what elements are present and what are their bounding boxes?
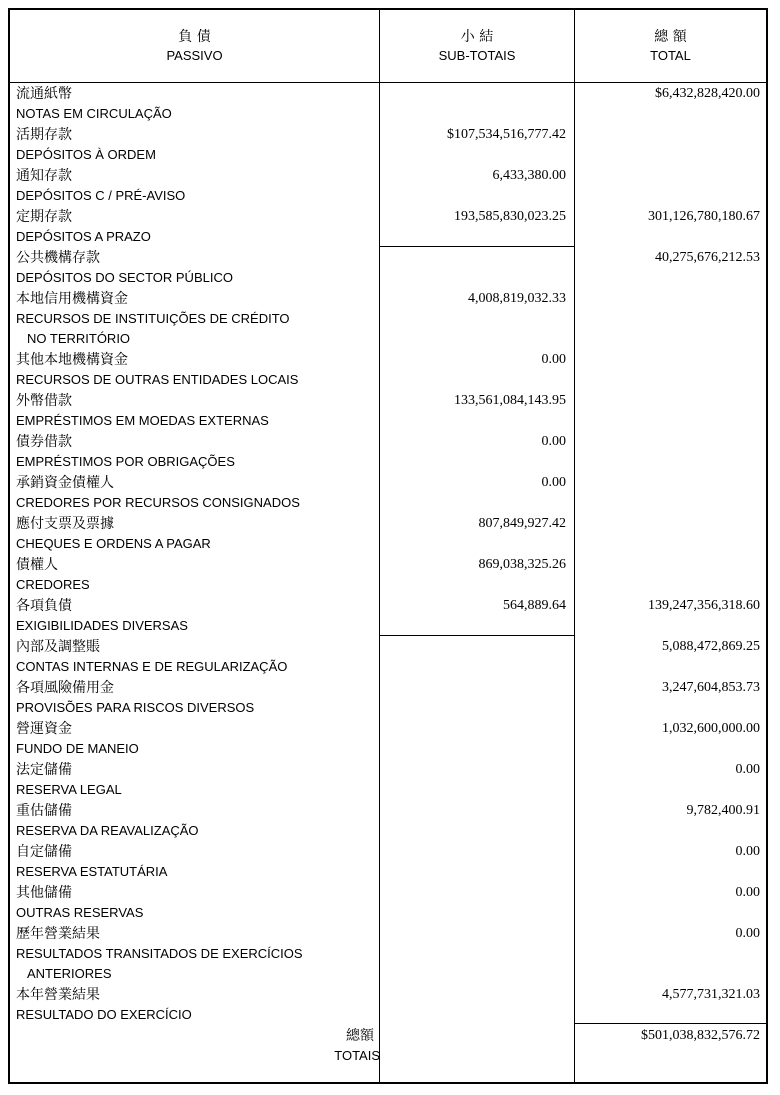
header-subtotals — [380, 10, 574, 82]
row-total: 301,126,780,180.67 — [648, 209, 760, 224]
table-row — [10, 84, 766, 125]
table-row — [10, 514, 766, 555]
totals-label-zh: 總額 — [346, 1028, 374, 1044]
table-row — [10, 166, 766, 207]
table-row — [10, 760, 766, 801]
row-label-zh: 定期存款 — [16, 209, 72, 225]
row-label-pt: EMPRÉSTIMOS POR OBRIGAÇÕES — [16, 454, 235, 469]
row-subtotal: 193,585,830,023.25 — [454, 209, 566, 224]
row-total: 5,088,472,869.25 — [662, 639, 760, 654]
row-total: 3,247,604,853.73 — [662, 680, 760, 695]
row-label-zh: 本地信用機構資金 — [16, 291, 128, 307]
row-label-zh: 活期存款 — [16, 127, 72, 143]
row-label-zh: 其他儲備 — [16, 885, 72, 901]
table-row — [10, 596, 766, 637]
row-label-zh: 法定儲備 — [16, 762, 72, 778]
table-row — [10, 985, 766, 1026]
row-label-zh: 自定儲備 — [16, 844, 72, 860]
row-label-zh: 債權人 — [16, 557, 58, 573]
row-total: 139,247,356,318.60 — [648, 598, 760, 613]
header-total — [575, 10, 766, 82]
header-total-pt: TOTAL — [650, 47, 691, 63]
row-label-pt: CREDORES — [16, 577, 90, 592]
row-total: 0.00 — [735, 885, 760, 900]
totals-label — [10, 1026, 380, 1066]
row-label-pt: DEPÓSITOS DO SECTOR PÚBLICO — [16, 270, 233, 285]
row-label-pt-continued: NO TERRITÓRIO — [27, 331, 131, 346]
row-label-zh: 應付支票及票據 — [16, 516, 114, 532]
row-label-pt: EXIGIBILIDADES DIVERSAS — [16, 618, 188, 633]
row-subtotal: 869,038,325.26 — [478, 557, 566, 572]
row-label-pt: CREDORES POR RECURSOS CONSIGNADOS — [16, 495, 300, 510]
row-subtotal: 0.00 — [541, 475, 566, 490]
row-label-zh: 通知存款 — [16, 168, 72, 184]
row-label-zh: 各項負債 — [16, 598, 72, 614]
header-separator — [10, 82, 766, 83]
row-label-pt: RESULTADO DO EXERCÍCIO — [16, 1007, 192, 1022]
row-label-pt: RESERVA LEGAL — [16, 782, 122, 797]
row-total: 0.00 — [735, 762, 760, 777]
row-label-zh: 債券借款 — [16, 434, 72, 450]
row-label-pt: FUNDO DE MANEIO — [16, 741, 139, 756]
row-label-zh: 其他本地機構資金 — [16, 352, 128, 368]
row-label-pt: NOTAS EM CIRCULAÇÃO — [16, 106, 172, 121]
table-row — [10, 473, 766, 514]
row-subtotal: 807,849,927.42 — [478, 516, 566, 531]
table-row — [10, 678, 766, 719]
row-label-zh: 內部及調整賬 — [16, 639, 100, 655]
row-label-pt: EMPRÉSTIMOS EM MOEDAS EXTERNAS — [16, 413, 269, 428]
row-subtotal: 4,008,819,032.33 — [468, 291, 566, 306]
row-subtotal: 133,561,084,143.95 — [454, 393, 566, 408]
row-subtotal: 0.00 — [541, 434, 566, 449]
table-body — [10, 84, 766, 1026]
row-label-zh: 流通紙幣 — [16, 86, 72, 102]
totals-label-pt: TOTAIS — [334, 1048, 380, 1063]
header-liabilities-zh: 負 債 — [178, 28, 211, 45]
row-label-zh: 承銷資金債權人 — [16, 475, 114, 491]
row-label-pt: RESERVA ESTATUTÁRIA — [16, 864, 168, 879]
header-liabilities-pt: PASSIVO — [166, 47, 223, 63]
row-label-pt: RESERVA DA REAVALIZAÇÃO — [16, 823, 199, 838]
table-row — [10, 125, 766, 166]
row-label-pt: PROVISÕES PARA RISCOS DIVERSOS — [16, 700, 255, 715]
header-total-zh: 總 額 — [654, 28, 687, 45]
row-label-zh: 本年營業結果 — [16, 987, 100, 1003]
row-label-pt: DEPÓSITOS C / PRÉ-AVISO — [16, 188, 186, 203]
row-label-zh: 重估儲備 — [16, 803, 72, 819]
table-row — [10, 842, 766, 883]
row-label-pt: RESULTADOS TRANSITADOS DE EXERCÍCIOS — [16, 946, 303, 961]
row-label-pt: DEPÓSITOS A PRAZO — [16, 229, 151, 244]
row-label-zh: 公共機構存款 — [16, 250, 100, 266]
row-subtotal: $107,534,516,777.42 — [447, 127, 566, 142]
table-row — [10, 432, 766, 473]
row-label-pt: DEPÓSITOS À ORDEM — [16, 147, 156, 162]
row-total: 4,577,731,321.03 — [662, 987, 760, 1002]
row-subtotal: 0.00 — [541, 352, 566, 367]
row-label-pt-continued: ANTERIORES — [27, 966, 112, 981]
table-row — [10, 289, 766, 350]
header-subtotals-zh: 小 結 — [460, 28, 494, 45]
table-row — [10, 391, 766, 432]
table-row — [10, 801, 766, 842]
row-label-zh: 外幣借款 — [16, 393, 72, 409]
row-total: 1,032,600,000.00 — [662, 721, 760, 736]
header-subtotals-pt: SUB-TOTAIS — [438, 47, 516, 63]
row-label-pt: RECURSOS DE INSTITUIÇÕES DE CRÉDITO — [16, 311, 290, 326]
table-row — [10, 248, 766, 289]
row-total: 0.00 — [735, 926, 760, 941]
row-label-zh: 營運資金 — [16, 721, 72, 737]
table-row — [10, 555, 766, 596]
row-label-zh: 各項風險備用金 — [16, 680, 114, 696]
row-label-pt: RECURSOS DE OUTRAS ENTIDADES LOCAIS — [16, 372, 299, 387]
row-subtotal: 564,889.64 — [503, 598, 566, 613]
row-label-pt: OUTRAS RESERVAS — [16, 905, 144, 920]
row-total: 40,275,676,212.53 — [655, 250, 760, 265]
header-liabilities — [10, 10, 379, 82]
table-row — [10, 924, 766, 985]
table-row — [10, 719, 766, 760]
table-row — [10, 207, 766, 248]
grand-total-value: $501,038,832,576.72 — [641, 1028, 760, 1043]
table-row — [10, 637, 766, 678]
table-row — [10, 350, 766, 391]
table-row — [10, 883, 766, 924]
row-label-pt: CONTAS INTERNAS E DE REGULARIZAÇÃO — [16, 659, 288, 674]
row-label-pt: CHEQUES E ORDENS A PAGAR — [16, 536, 211, 551]
row-total: 0.00 — [735, 844, 760, 859]
row-total: 9,782,400.91 — [686, 803, 760, 818]
row-total: $6,432,828,420.00 — [655, 86, 760, 101]
row-subtotal: 6,433,380.00 — [492, 168, 566, 183]
balance-sheet-table — [8, 8, 768, 1084]
row-label-zh: 歷年營業結果 — [16, 926, 100, 942]
